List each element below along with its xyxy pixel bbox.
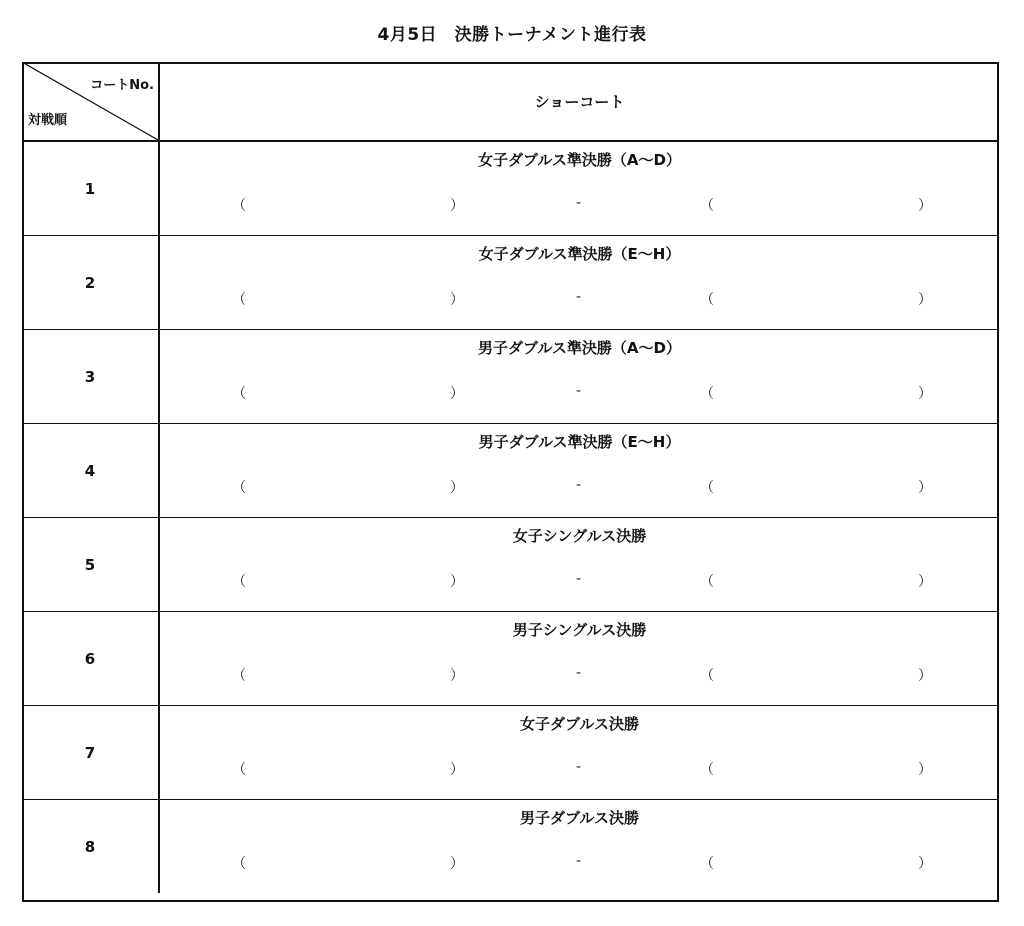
- match-cell: [159, 424, 999, 518]
- corner-header-cell: [22, 62, 159, 141]
- event-name: 女子シングルス決勝: [512, 527, 647, 545]
- match-row: [22, 518, 999, 612]
- match-cell: [159, 330, 999, 424]
- event-name: 男子ダブルス準決勝（E～H）: [478, 433, 681, 451]
- match-cell: [159, 800, 999, 894]
- versus-dash: -: [576, 195, 582, 211]
- player2-close-paren: ）: [918, 668, 932, 684]
- event-name: 女子ダブルス準決勝（A～D）: [477, 151, 681, 169]
- player2-close-paren: ）: [918, 292, 932, 308]
- match-cell: [159, 236, 999, 330]
- player2-open-paren: （: [700, 386, 714, 402]
- versus-dash: -: [576, 477, 582, 493]
- match-order: 6: [22, 612, 159, 706]
- match-cell: [159, 518, 999, 612]
- court-name-header: ショーコート: [159, 62, 999, 141]
- player2-open-paren: （: [700, 574, 714, 590]
- event-name: 女子ダブルス準決勝（E～H）: [478, 245, 681, 263]
- player1-close-paren: ）: [450, 668, 464, 684]
- player2-open-paren: （: [700, 856, 714, 872]
- match-row: [22, 236, 999, 330]
- match-order: 1: [22, 141, 159, 236]
- player1-close-paren: ）: [450, 480, 464, 496]
- match-cell: [159, 141, 999, 236]
- page-title: 4月5日 決勝トーナメント進行表: [377, 25, 647, 45]
- player1-close-paren: ）: [450, 856, 464, 872]
- match-row: [22, 612, 999, 706]
- match-row: [22, 330, 999, 424]
- player1-close-paren: ）: [450, 574, 464, 590]
- court-no-label: コートNo.: [90, 78, 154, 93]
- match-order: 8: [22, 800, 159, 894]
- player1-open-paren: （: [232, 292, 246, 308]
- event-name: 男子ダブルス決勝: [520, 809, 639, 827]
- player1-close-paren: ）: [450, 198, 464, 214]
- player2-open-paren: （: [700, 668, 714, 684]
- schedule-table: [22, 62, 999, 893]
- versus-dash: -: [576, 571, 582, 587]
- versus-dash: -: [576, 853, 582, 869]
- versus-dash: -: [576, 289, 582, 305]
- player1-open-paren: （: [232, 762, 246, 778]
- match-row: [22, 800, 999, 894]
- player1-open-paren: （: [232, 386, 246, 402]
- match-row: [22, 141, 999, 236]
- match-cell: [159, 706, 999, 800]
- versus-dash: -: [576, 665, 582, 681]
- player2-open-paren: （: [700, 198, 714, 214]
- match-cell: [159, 612, 999, 706]
- match-order: 4: [22, 424, 159, 518]
- player1-close-paren: ）: [450, 292, 464, 308]
- player1-close-paren: ）: [450, 762, 464, 778]
- player1-open-paren: （: [232, 198, 246, 214]
- match-order: 7: [22, 706, 159, 800]
- player2-close-paren: ）: [918, 574, 932, 590]
- player2-open-paren: （: [700, 292, 714, 308]
- player2-open-paren: （: [700, 762, 714, 778]
- versus-dash: -: [576, 383, 582, 399]
- order-label: 対戦順: [28, 113, 68, 128]
- player1-close-paren: ）: [450, 386, 464, 402]
- event-name: 男子ダブルス準決勝（A～D）: [477, 339, 681, 357]
- event-name: 男子シングルス決勝: [512, 621, 647, 639]
- player2-close-paren: ）: [918, 480, 932, 496]
- player2-open-paren: （: [700, 480, 714, 496]
- player1-open-paren: （: [232, 856, 246, 872]
- match-row: [22, 424, 999, 518]
- player2-close-paren: ）: [918, 198, 932, 214]
- versus-dash: -: [576, 759, 582, 775]
- match-order: 3: [22, 330, 159, 424]
- player1-open-paren: （: [232, 574, 246, 590]
- match-order: 2: [22, 236, 159, 330]
- player2-close-paren: ）: [918, 856, 932, 872]
- header-row: [22, 62, 999, 141]
- match-row: [22, 706, 999, 800]
- player1-open-paren: （: [232, 668, 246, 684]
- player2-close-paren: ）: [918, 386, 932, 402]
- event-name: 女子ダブルス決勝: [520, 715, 639, 733]
- player2-close-paren: ）: [918, 762, 932, 778]
- player1-open-paren: （: [232, 480, 246, 496]
- match-order: 5: [22, 518, 159, 612]
